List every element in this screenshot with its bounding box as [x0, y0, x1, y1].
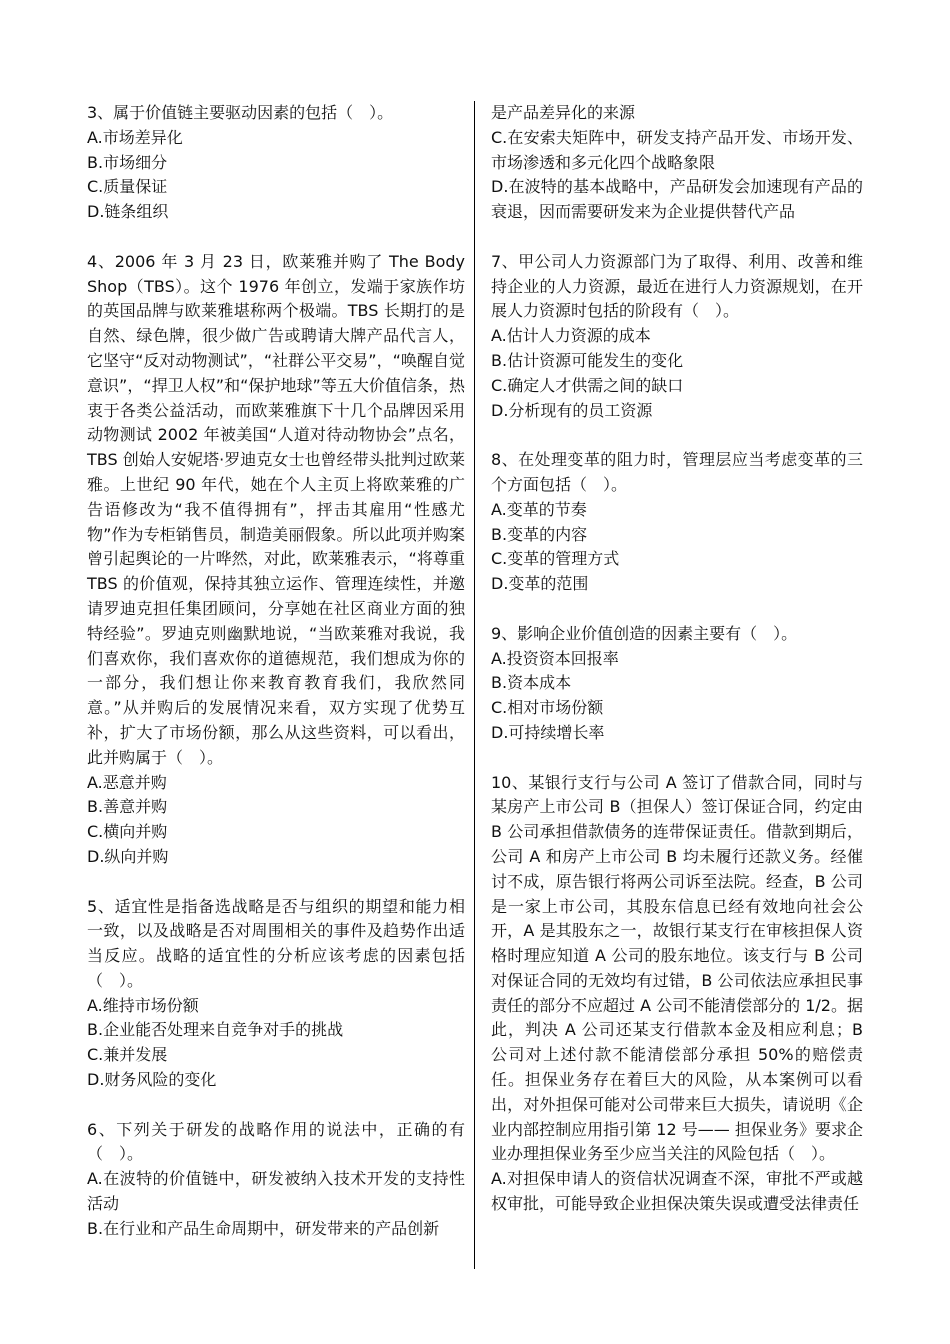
option-a: A.在波特的价值链中，研发被纳入技术开发的支持性活动: [87, 1169, 465, 1214]
option-b: B.变革的内容: [491, 524, 588, 544]
option-c: C.在安索夫矩阵中，研发支持产品开发、市场开发、市场渗透和多元化四个战略象限: [491, 127, 863, 172]
question-8: [491, 448, 863, 597]
option-b: B.市场细分: [87, 152, 168, 172]
question-9: [491, 622, 863, 746]
option-c: C.相对市场份额: [491, 698, 604, 718]
question-4: [87, 250, 465, 870]
option-c: C.质量保证: [87, 177, 168, 197]
question-3: [87, 101, 465, 225]
option-d: D.可持续增长率: [491, 722, 605, 742]
question-stem: 8、在处理变革的阻力时，管理层应当考虑变革的三个方面包括（ ）。: [491, 450, 863, 494]
question-7: [491, 250, 863, 424]
question-stem: 9、影响企业价值创造的因素主要有（ ）。: [491, 623, 798, 643]
question-stem: 7、甲公司人力资源部门为了取得、利用、改善和维持企业的人力资源，最近在进行人力资源规划，在开展人力资源时包括的阶段有（ ）。: [491, 251, 863, 321]
option-a: A.恶意并购: [87, 772, 167, 792]
option-d: D.在波特的基本战略中，产品研发会加速现有产品的衰退，因而需要研发来为企业提供替代产品: [491, 177, 863, 222]
option-a: A.对担保申请人的资信状况调查不深，审批不严或越权审批，可能导致企业担保决策失误或遭受法律责任: [491, 1169, 863, 1214]
option-b: B.企业能否处理来自竞争对手的挑战: [87, 1020, 344, 1040]
option-b: B.资本成本: [491, 673, 572, 693]
option-d: D.变革的范围: [491, 574, 589, 594]
option-d: D.分析现有的员工资源: [491, 400, 653, 420]
option-d: D.财务风险的变化: [87, 1070, 217, 1090]
option-b: B.善意并购: [87, 797, 168, 817]
option-d: D.纵向并购: [87, 846, 169, 866]
option-b: B.在行业和产品生命周期中，研发带来的产品创新: [87, 1218, 440, 1238]
question-6: [87, 1118, 465, 1242]
right-column: [491, 101, 863, 1217]
question-stem: 3、属于价值链主要驱动因素的包括（ ）。: [87, 103, 394, 122]
left-column: [87, 101, 465, 1242]
option-b: B.估计资源可能发生的变化: [491, 350, 684, 370]
option-b-continued: 是产品差异化的来源: [491, 103, 636, 122]
option-a: A.投资资本回报率: [491, 648, 619, 668]
option-c: C.变革的管理方式: [491, 549, 620, 569]
option-a: A.市场差异化: [87, 127, 183, 147]
question-6-continued: [491, 101, 863, 225]
option-a: A.维持市场份额: [87, 995, 199, 1015]
option-c: C.确定人才供需之间的缺口: [491, 375, 684, 395]
question-5: [87, 895, 465, 1093]
question-stem: 4、2006 年 3 月 23 日，欧莱雅并购了 The Body Shop（TBS）。这个 1976 年创立，发端于家族作坊的英国品牌与欧莱雅堪称两个极端。TBS 长期打的是自然、绿色牌，很少做广告或聘请大牌产品代言人，它坚守“反对动物测试”，“社群公平交易”，“唤醒自觉意识”，“捍卫人权”和“保护地球”等五大价值信条，热衷于各类公益活动，而欧莱雅旗下十几个品牌因采用动物测试 2002 年被美国“人道对待动物协会”点名，TBS 创始人安妮塔·罗迪克女士也曾经带头批判过欧莱雅。上世纪 90 年代，她在个人主页上将欧莱雅的广告语修改为“我不值得拥有”，抨击其雇用“性感尤物”作为专柜销售员，制造美丽假象。所以此项并购案曾引起舆论的一片哗然，对此，欧莱雅表示，“将尊重 TBS 的价值观，保持其独立运作、管理连续性，并邀请罗迪克担任集团顾问，分享她在社区商业方面的独特经验”。罗迪克则幽默地说，“当欧莱雅对我说，我们喜欢你，我们喜欢你的道德规范，我们想成为你的一部分，我们想让你来教育教育我们，我欣然同意。”从并购后的发展情况来看，双方实现了优势互补，扩大了市场份额，那么从这些资料，可以看出，此并购属于（ ）。: [87, 251, 465, 767]
question-stem: 5、适宜性是指备选战略是否与组织的期望和能力相一致，以及战略是否对周围相关的事件及趋势作出适当反应。战略的适宜性的分析应该考虑的因素包括（ ）。: [87, 896, 465, 990]
option-c: C.兼并发展: [87, 1045, 168, 1065]
option-d: D.链条组织: [87, 202, 169, 222]
question-stem: 6、下列关于研发的战略作用的说法中，正确的有（ ）。: [87, 1119, 465, 1164]
column-divider: [474, 101, 475, 1269]
option-c: C.横向并购: [87, 822, 168, 842]
option-a: A.变革的节奏: [491, 499, 587, 519]
question-stem: 10、某银行支行与公司 A 签订了借款合同，同时与某房产上市公司 B（担保人）签订保证合同，约定由 B 公司承担借款债务的连带保证责任。借款到期后，公司 A 和房产上市公司 B 均未履行还款义务。经催讨不成，原告银行将两公司诉至法院。经查，B 公司是一家上市公司，其股东信息已经有效地向社会公开，A 是其股东之一，故银行某支行在审核担保人资格时理应知道 A 公司的股东地位。该支行与 B 公司对保证合同的无效均有过错，B 公司依法应承担民事责任的部分不应超过 A 公司不能清偿部分的 1/2。据此，判决 A 公司还某支行借款本金及相应利息；B 公司对上述付款不能清偿部分承担 50%的赔偿责任。担保业务存在着巨大的风险，从本案例可以看出，对外担保可能对公司带来巨大损失，请说明《企业内部控制应用指引第 12 号—— 担保业务》要求企业办理担保业务至少应当关注的风险包括（ ）。: [491, 772, 863, 1164]
option-a: A.估计人力资源的成本: [491, 326, 651, 346]
question-10: [491, 771, 863, 1217]
